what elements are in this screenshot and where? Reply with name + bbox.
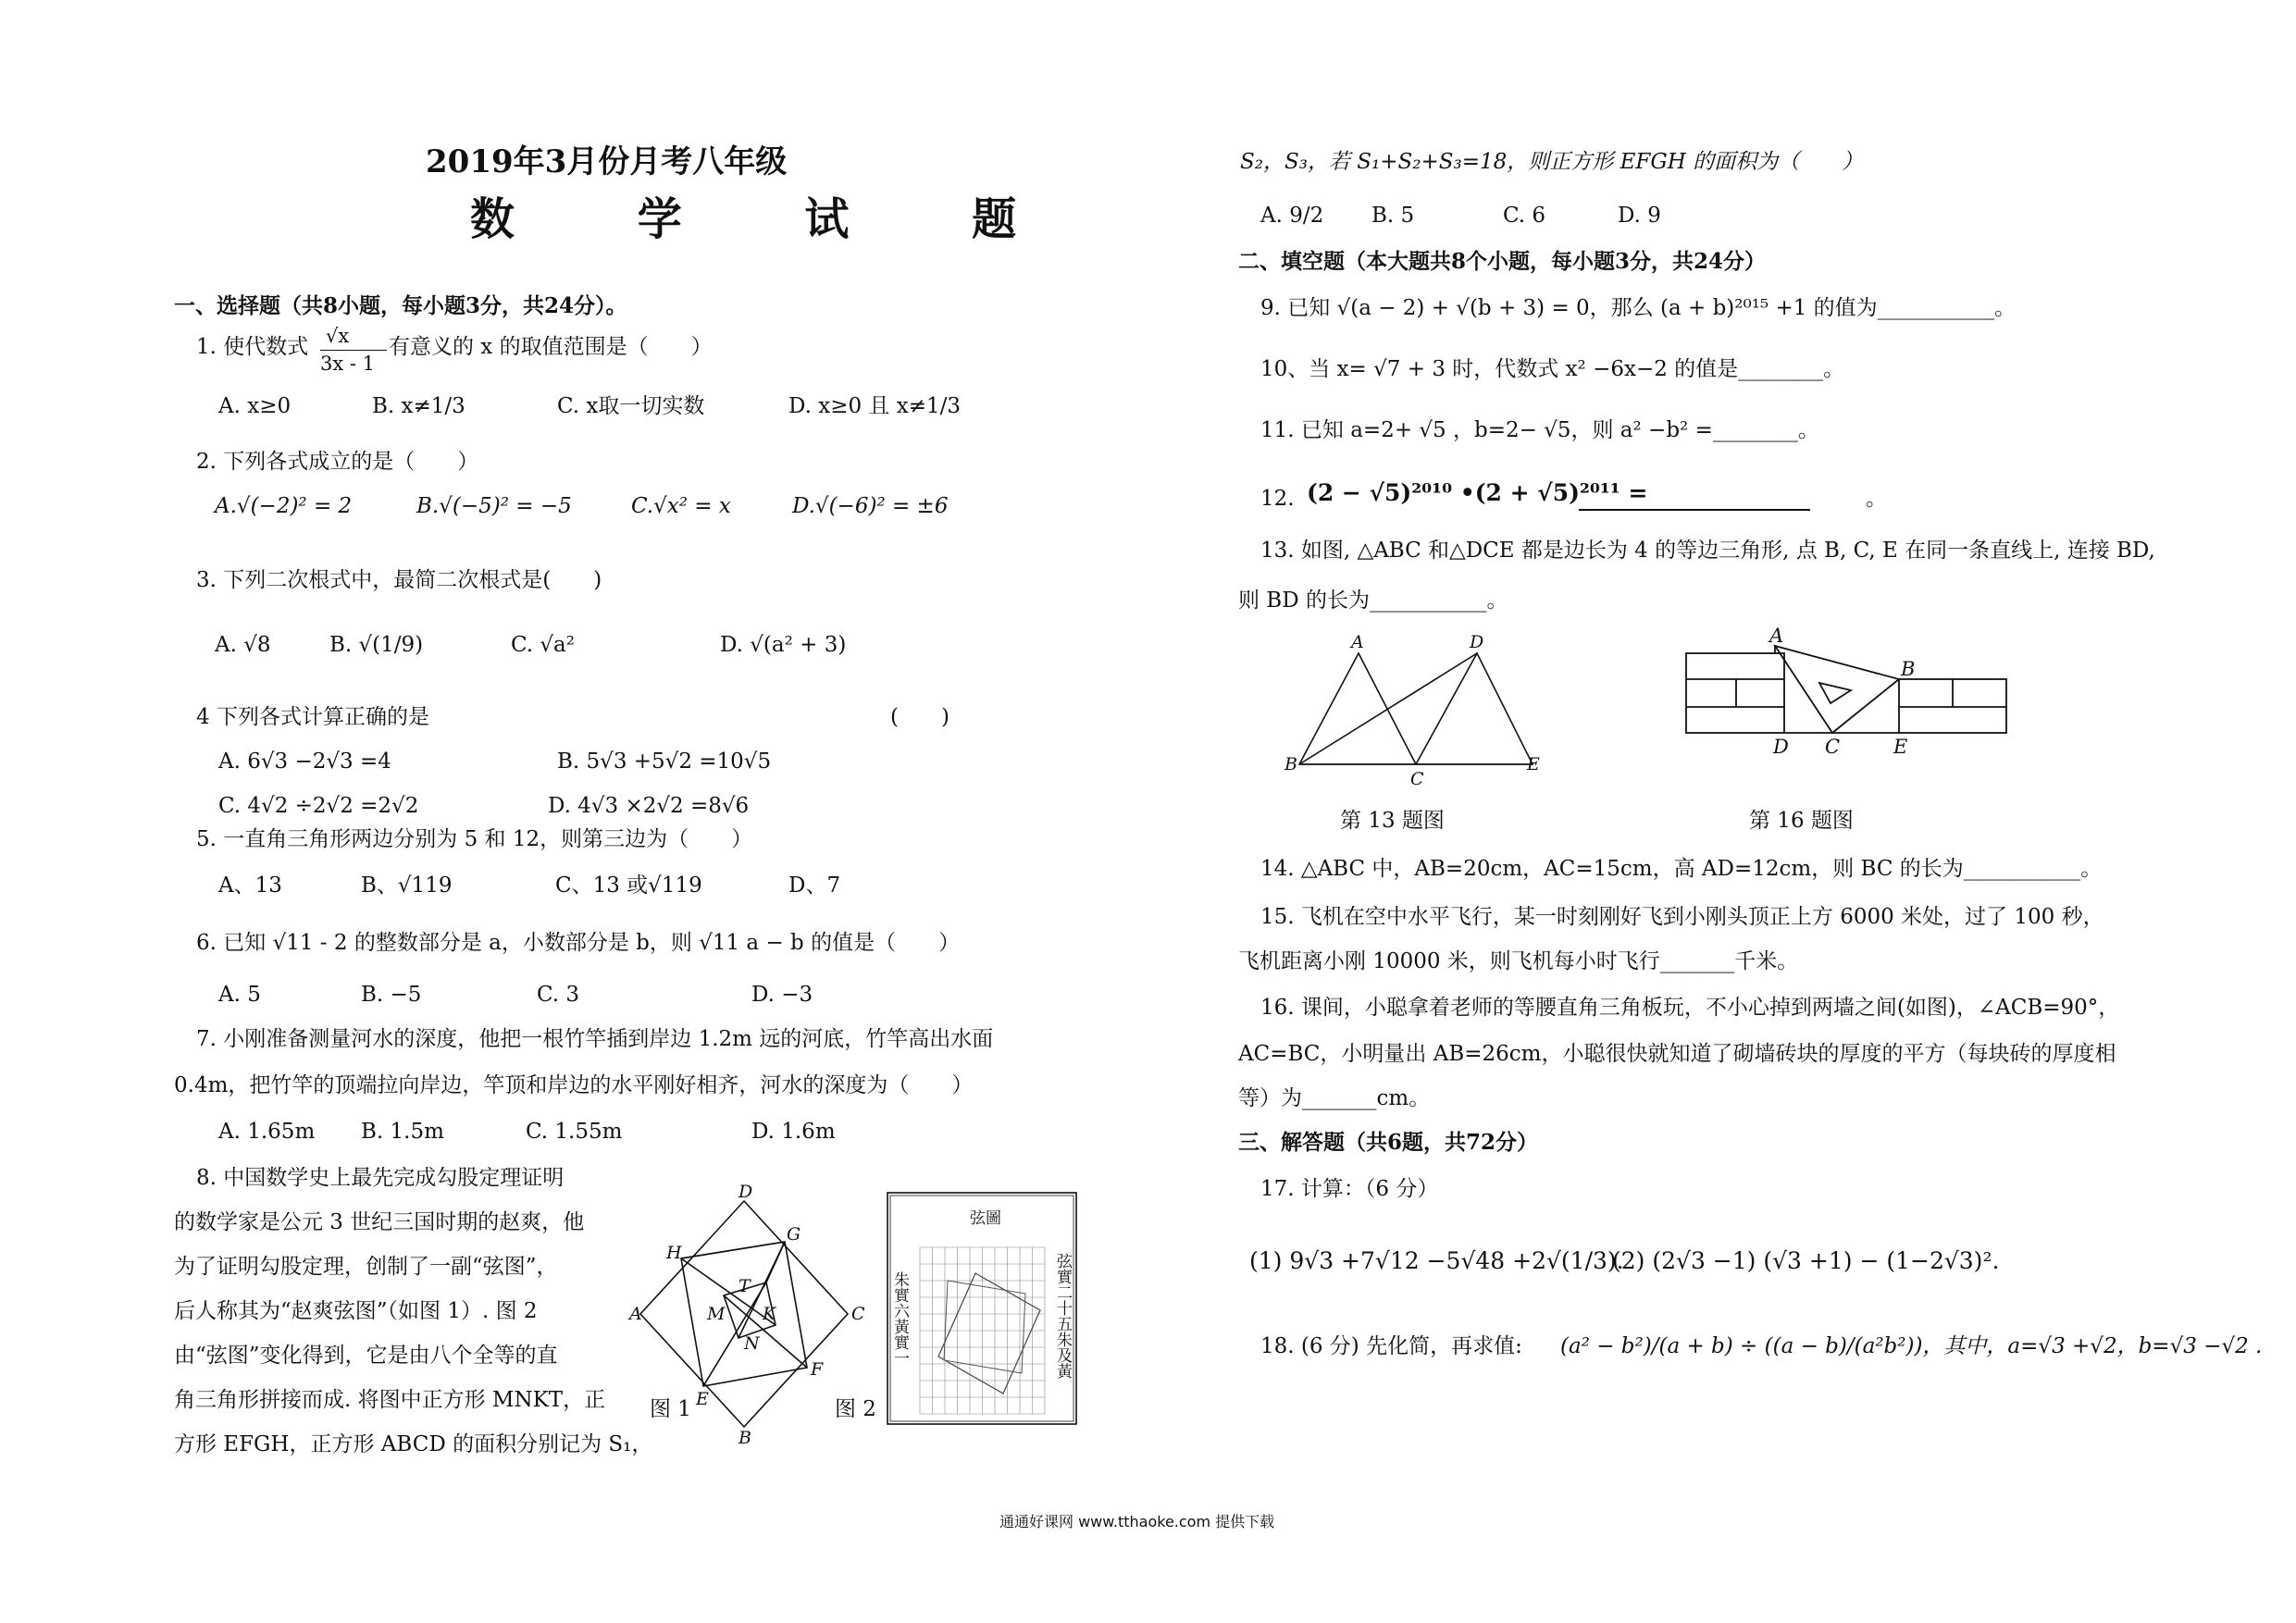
q17-part-1: (1) 9√3 +7√12 −5√48 +2√(1/3).	[1249, 1247, 1624, 1274]
q3-stem: 3. 下列二次根式中，最简二次根式是( )	[196, 568, 602, 592]
fig1-label-e: E	[696, 1389, 709, 1409]
q2-stem: 2. 下列各式成立的是（ ）	[196, 450, 479, 474]
q4-option-a: A. 6√3 −2√3 =4	[218, 750, 391, 774]
q12-expression: (2 − √5)²⁰¹⁰ •(2 + √5)²⁰¹¹ =	[1307, 479, 1648, 506]
q13-label-b: B	[1285, 754, 1297, 774]
q6-option-d: D. −3	[751, 983, 813, 1007]
q8-line-3: 为了证明勾股定理，创制了一副“弦图”，	[174, 1255, 558, 1279]
q8-figure-2-caption: 图 2	[835, 1397, 876, 1421]
q8-line-6: 角三角形拼接而成. 将图中正方形 MNKT，正	[174, 1388, 606, 1412]
q7-option-b: B. 1.5m	[361, 1120, 444, 1144]
q16-label-e: E	[1893, 736, 1908, 758]
q13-label-d: D	[1470, 632, 1484, 652]
q5-option-c: C、13 或√119	[555, 873, 702, 898]
fig1-label-k: K	[763, 1304, 776, 1324]
q4-option-c: C. 4√2 ÷2√2 =2√2	[218, 794, 419, 818]
q13-line-1: 13. 如图, △ABC 和△DCE 都是边长为 4 的等边三角形, 点 B, C, E 在同一条直线上, 连接 BD,	[1260, 539, 2155, 563]
fig1-label-h: H	[666, 1243, 682, 1263]
q12-number: 12.	[1260, 487, 1295, 511]
fig2-left-text: 朱實六黃實一	[890, 1271, 909, 1366]
q1-fraction-numerator: √x	[326, 325, 350, 347]
q16-line-2: AC=BC，小明量出 AB=26cm，小聪很快就知道了砌墙砖块的厚度的平方（每块砖的厚度相	[1238, 1042, 2116, 1066]
fig2-right-text: 弦實二十五朱及黃	[1053, 1253, 1072, 1379]
q5-stem: 5. 一直角三角形两边分别为 5 和 12，则第三边为（ ）	[196, 827, 753, 851]
q8-option-d: D. 9	[1618, 204, 1661, 228]
q13-figure	[1285, 632, 1540, 794]
fig1-label-f: F	[811, 1359, 824, 1380]
fig1-label-d: D	[738, 1182, 753, 1202]
fig2-title: 弦圖	[970, 1209, 1001, 1228]
fig1-label-m: M	[707, 1304, 726, 1324]
exam-subtitle: 数 学 试 题	[470, 193, 1071, 245]
section-three-heading: 三、解答题（共6题，共72分）	[1238, 1130, 1539, 1155]
q6-stem: 6. 已知 √11 - 2 的整数部分是 a，小数部分是 b，则 √11 a − b 的值是（ ）	[196, 931, 961, 955]
q13-label-a: A	[1351, 632, 1364, 652]
q8-line-1: 8. 中国数学史上最先完成勾股定理证明	[196, 1166, 565, 1190]
q18-stem: 18. (6 分) 先化简，再求值:	[1260, 1334, 1522, 1358]
q4-stem: 4 下列各式计算正确的是	[196, 705, 429, 729]
q1-stem-tail: 有意义的 x 的取值范围是（ ）	[389, 335, 713, 359]
q6-option-a: A. 5	[218, 983, 261, 1007]
q10-text: 10、当 x= √7 + 3 时，代数式 x² −6x−2 的值是________。	[1260, 357, 1845, 381]
q12-end: 。	[1866, 487, 1887, 511]
q18-expression: (a² − b²)/(a + b) ÷ ((a − b)/(a²b²))，其中，a=√3 +√2，b=√3 −√2 .	[1560, 1334, 2263, 1358]
q5-option-d: D、7	[788, 873, 841, 898]
q8-option-b: B. 5	[1371, 204, 1415, 228]
q7-option-c: C. 1.55m	[526, 1120, 623, 1144]
q8-figure-1-caption: 图 1	[650, 1397, 691, 1421]
fig1-label-a: A	[629, 1304, 642, 1324]
q2-option-a: A.√(−2)² = 2	[215, 494, 353, 518]
q1-option-a: A. x≥0	[218, 394, 292, 418]
q2-option-c: C.√x² = x	[631, 494, 731, 518]
q2-option-b: B.√(−5)² = −5	[416, 494, 572, 518]
q16-label-c: C	[1825, 736, 1841, 758]
page-footer: 通通好课网 www.tthaoke.com 提供下载	[999, 1513, 1275, 1530]
fig1-label-t: T	[738, 1276, 751, 1296]
q1-option-c: C. x取一切实数	[557, 394, 705, 418]
q16-label-b: B	[1901, 658, 1916, 680]
q3-option-a: A. √8	[215, 633, 271, 657]
q8-continuation: S₂，S₃，若 S₁+S₂+S₃=18，则正方形 EFGH 的面积为（ ）	[1240, 150, 1864, 174]
q17-stem: 17. 计算：（6 分）	[1260, 1177, 1439, 1201]
fig1-label-c: C	[851, 1304, 865, 1324]
q8-line-5: 由“弦图”变化得到，它是由八个全等的直	[174, 1344, 558, 1368]
q5-option-a: A、13	[218, 873, 282, 898]
q8-option-a: A. 9/2	[1260, 204, 1324, 228]
q13-label-c: C	[1410, 769, 1424, 789]
q3-option-c: C. √a²	[511, 633, 575, 657]
section-two-heading: 二、填空题（本大题共8个小题，每小题3分，共24分）	[1238, 249, 1767, 274]
q3-option-d: D. √(a² + 3)	[720, 633, 847, 657]
q16-figure-caption: 第 16 题图	[1749, 809, 1854, 833]
q13-line-2: 则 BD 的长为___________。	[1238, 588, 1508, 613]
q15-line-1: 15. 飞机在空中水平飞行，某一时刻刚好飞到小刚头顶正上方 6000 米处，过了 100 秒，	[1260, 905, 2104, 929]
q7-option-d: D. 1.6m	[751, 1120, 836, 1144]
q8-figure-2	[887, 1192, 1077, 1425]
q8-line-4: 后人称其为“赵爽弦图”（如图 1）. 图 2	[174, 1299, 538, 1323]
q1-fraction-denominator: 3x - 1	[320, 353, 376, 375]
q15-line-2: 飞机距离小刚 10000 米，则飞机每小时飞行_______千米。	[1238, 949, 1799, 973]
exam-title: 2019年3月份月考八年级	[426, 143, 788, 180]
q13-label-e: E	[1527, 754, 1540, 774]
q14-text: 14. △ABC 中，AB=20cm，AC=15cm，高 AD=12cm，则 BC 的长为___________。	[1260, 857, 2103, 881]
q7-line-2: 0.4m，把竹竿的顶端拉向岸边，竿顶和岸边的水平刚好相齐，河水的深度为（ ）	[174, 1073, 974, 1097]
q1-option-b: B. x≠1/3	[372, 394, 465, 418]
q13-figure-caption: 第 13 题图	[1340, 809, 1445, 833]
q6-option-b: B. −5	[361, 983, 422, 1007]
fig1-label-n: N	[744, 1333, 760, 1354]
q4-paren: ( )	[890, 705, 949, 729]
q3-option-b: B. √(1/9)	[329, 633, 424, 657]
fig1-label-b: B	[738, 1428, 751, 1448]
q7-line-1: 7. 小刚准备测量河水的深度，他把一根竹竿插到岸边 1.2m 远的河底，竹竿高出水面	[196, 1027, 994, 1051]
q1-stem: 1. 使代数式	[196, 335, 309, 359]
q8-line-2: 的数学家是公元 3 世纪三国时期的赵爽，他	[174, 1210, 585, 1234]
q16-label-a: A	[1769, 625, 1784, 647]
q17-part-2: (2) (2√3 −1) (√3 +1) − (1−2√3)².	[1612, 1247, 2000, 1274]
section-one-heading: 一、选择题（共8小题，每小题3分，共24分）。	[174, 293, 627, 318]
q2-option-d: D.√(−6)² = ±6	[792, 494, 949, 518]
q16-line-3: 等）为_______cm。	[1238, 1086, 1431, 1110]
fig1-label-g: G	[787, 1224, 801, 1245]
q4-option-b: B. 5√3 +5√2 =10√5	[557, 750, 772, 774]
q7-option-a: A. 1.65m	[218, 1120, 316, 1144]
q12-answer-line	[1579, 509, 1810, 511]
q5-option-b: B、√119	[361, 873, 453, 898]
q8-option-c: C. 6	[1503, 204, 1546, 228]
q4-option-d: D. 4√3 ×2√2 =8√6	[548, 794, 750, 818]
q9-text: 9. 已知 √(a − 2) + √(b + 3) = 0，那么 (a + b)²⁰¹⁵ +1 的值为___________。	[1260, 296, 2017, 320]
q16-figure	[1681, 627, 2014, 757]
q16-line-1: 16. 课间，小聪拿着老师的等腰直角三角板玩，不小心掉到两墙之间(如图)，∠ACB=90°，	[1260, 996, 2120, 1020]
q8-line-7: 方形 EFGH，正方形 ABCD 的面积分别记为 S₁，	[174, 1432, 653, 1456]
q6-option-c: C. 3	[537, 983, 580, 1007]
q16-label-d: D	[1773, 736, 1789, 758]
q11-text: 11. 已知 a=2+ √5 ，b=2− √5，则 a² −b² =________。	[1260, 418, 1819, 442]
q1-option-d: D. x≥0 且 x≠1/3	[788, 394, 961, 418]
